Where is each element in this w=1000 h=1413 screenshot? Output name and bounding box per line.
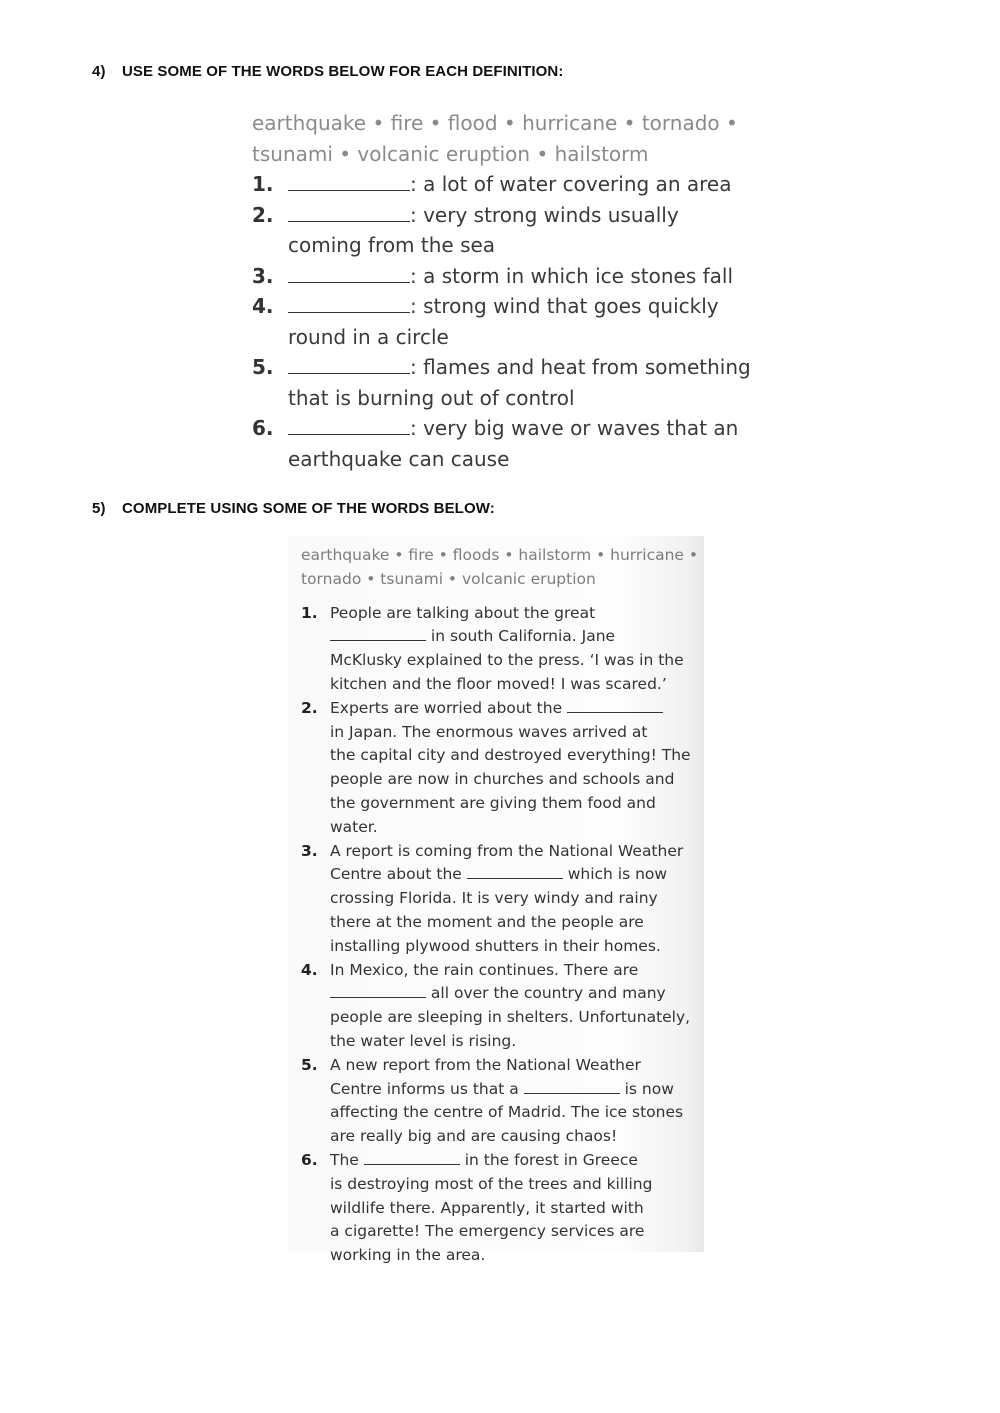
word-bank-4-line-1: earthquake • fire • flood • hurricane • tornado • bbox=[252, 111, 738, 135]
word-bank-4-line-2: tsunami • volcanic eruption • hailstorm bbox=[252, 141, 649, 166]
answer-blank-6[interactable] bbox=[288, 416, 410, 435]
sentence-line: in Japan. The enormous waves arrived at bbox=[330, 722, 648, 741]
fill-blank-4[interactable] bbox=[330, 983, 426, 998]
definition-item-1 bbox=[252, 169, 772, 200]
fill-blank-3[interactable] bbox=[467, 864, 563, 879]
sentence-item-2 bbox=[301, 697, 701, 840]
definition-text-cont: earthquake can cause bbox=[288, 446, 510, 471]
section-5-title: COMPLETE USING SOME OF THE WORDS BELOW: bbox=[122, 500, 495, 517]
word-bank-5-line-1: earthquake • fire • floods • hailstorm • hurricane • bbox=[301, 546, 699, 564]
definition-text: : strong wind that goes quickly bbox=[410, 294, 719, 318]
definition-item-5 bbox=[252, 352, 772, 413]
sentence-line: the government are giving them food and water. bbox=[330, 793, 656, 836]
item-number: 3. bbox=[252, 263, 274, 288]
answer-blank-1[interactable] bbox=[288, 172, 410, 191]
section-4-title: USE SOME OF THE WORDS BELOW FOR EACH DEFINITION: bbox=[122, 63, 564, 80]
answer-blank-2[interactable] bbox=[288, 203, 410, 222]
sentence-line: affecting the centre of Madrid. The ice stones bbox=[330, 1103, 684, 1122]
section-4-heading bbox=[92, 63, 563, 80]
sentence-line: wildlife there. Apparently, it started with bbox=[330, 1198, 644, 1217]
definition-text: : flames and heat from something bbox=[410, 355, 751, 379]
fill-blank-2[interactable] bbox=[567, 698, 663, 713]
sentence-line: crossing Florida. It is very windy and rainy bbox=[330, 889, 658, 908]
sentence-line: Centre about the bbox=[330, 865, 467, 884]
sentence-line: The bbox=[330, 1150, 364, 1169]
item-number: 6. bbox=[252, 416, 274, 440]
section-4-exercise bbox=[252, 108, 772, 474]
answer-blank-5[interactable] bbox=[288, 355, 410, 374]
sentence-line: in the forest in Greece bbox=[459, 1150, 638, 1169]
item-number: 5. bbox=[252, 355, 274, 379]
sentence-line: people are sleeping in shelters. Unfortunately, bbox=[330, 1008, 691, 1027]
item-number: 1. bbox=[252, 172, 274, 196]
sentence-item-6 bbox=[301, 1149, 701, 1268]
definition-item-6 bbox=[252, 413, 772, 474]
definition-text: : a storm in which ice stones fall bbox=[410, 263, 734, 288]
sentence-item-5 bbox=[301, 1054, 701, 1149]
sentence-line: people are now in churches and schools and bbox=[330, 770, 675, 789]
sentence-line: in south California. Jane bbox=[426, 627, 616, 646]
answer-blank-4[interactable] bbox=[288, 294, 410, 313]
section-5-exercise bbox=[301, 544, 701, 1268]
item-number: 3. bbox=[301, 841, 318, 860]
definition-text: : very big wave or waves that an bbox=[410, 416, 739, 440]
sentence-item-4 bbox=[301, 959, 701, 1054]
fill-blank-1[interactable] bbox=[330, 626, 426, 641]
item-number: 1. bbox=[301, 603, 318, 622]
sentence-line: is now bbox=[619, 1079, 674, 1098]
sentence-line: McKlusky explained to the press. ‘I was in the bbox=[330, 651, 684, 670]
sentence-line: kitchen and the floor moved! I was scared.’ bbox=[330, 674, 667, 693]
sentence-line: Experts are worried about the bbox=[330, 698, 568, 717]
fill-blank-5[interactable] bbox=[524, 1079, 620, 1094]
item-number: 2. bbox=[252, 202, 274, 227]
sentence-line: the capital city and destroyed everything! The bbox=[330, 746, 691, 765]
section-4-number: 4) bbox=[92, 63, 106, 80]
sentence-line: a cigarette! The emergency services are bbox=[330, 1222, 645, 1241]
item-number: 4. bbox=[301, 960, 318, 979]
fill-blank-6[interactable] bbox=[364, 1150, 460, 1165]
sentence-line: which is now bbox=[562, 865, 668, 884]
sentence-line: working in the area. bbox=[330, 1246, 486, 1265]
section-5-heading bbox=[92, 500, 495, 517]
section-5-number: 5) bbox=[92, 500, 106, 517]
item-number: 6. bbox=[301, 1150, 318, 1169]
sentence-line: installing plywood shutters in their homes. bbox=[330, 936, 661, 955]
definition-item-3 bbox=[252, 261, 772, 292]
definition-text: : a lot of water covering an area bbox=[410, 172, 732, 196]
sentence-line: A report is coming from the National Weather bbox=[330, 841, 684, 860]
sentence-line: the water level is rising. bbox=[330, 1031, 517, 1050]
sentence-item-1 bbox=[301, 602, 701, 697]
word-bank-5-line-2: tornado • tsunami • volcanic eruption bbox=[301, 569, 596, 588]
item-number: 2. bbox=[301, 698, 318, 717]
sentence-line: all over the country and many bbox=[426, 984, 666, 1003]
item-number: 5. bbox=[301, 1055, 318, 1074]
sentence-line: there at the moment and the people are bbox=[330, 912, 644, 931]
sentence-item-3 bbox=[301, 840, 701, 959]
definition-text-cont: that is burning out of control bbox=[288, 385, 575, 410]
answer-blank-3[interactable] bbox=[288, 264, 410, 283]
definition-item-2 bbox=[252, 200, 772, 261]
sentence-line: Centre informs us that a bbox=[330, 1079, 524, 1098]
sentence-line: A new report from the National Weather bbox=[330, 1055, 641, 1074]
sentence-line: In Mexico, the rain continues. There are bbox=[330, 960, 639, 979]
word-bank-5 bbox=[301, 544, 701, 592]
definition-item-4 bbox=[252, 291, 772, 352]
definition-text-cont: coming from the sea bbox=[288, 233, 496, 257]
definition-text: : very strong winds usually bbox=[410, 202, 679, 227]
item-number: 4. bbox=[252, 294, 274, 318]
sentence-line: People are talking about the great bbox=[330, 603, 596, 622]
sentence-line: are really big and are causing chaos! bbox=[330, 1127, 618, 1146]
sentence-line: is destroying most of the trees and killing bbox=[330, 1174, 653, 1193]
definition-text-cont: round in a circle bbox=[288, 324, 449, 349]
